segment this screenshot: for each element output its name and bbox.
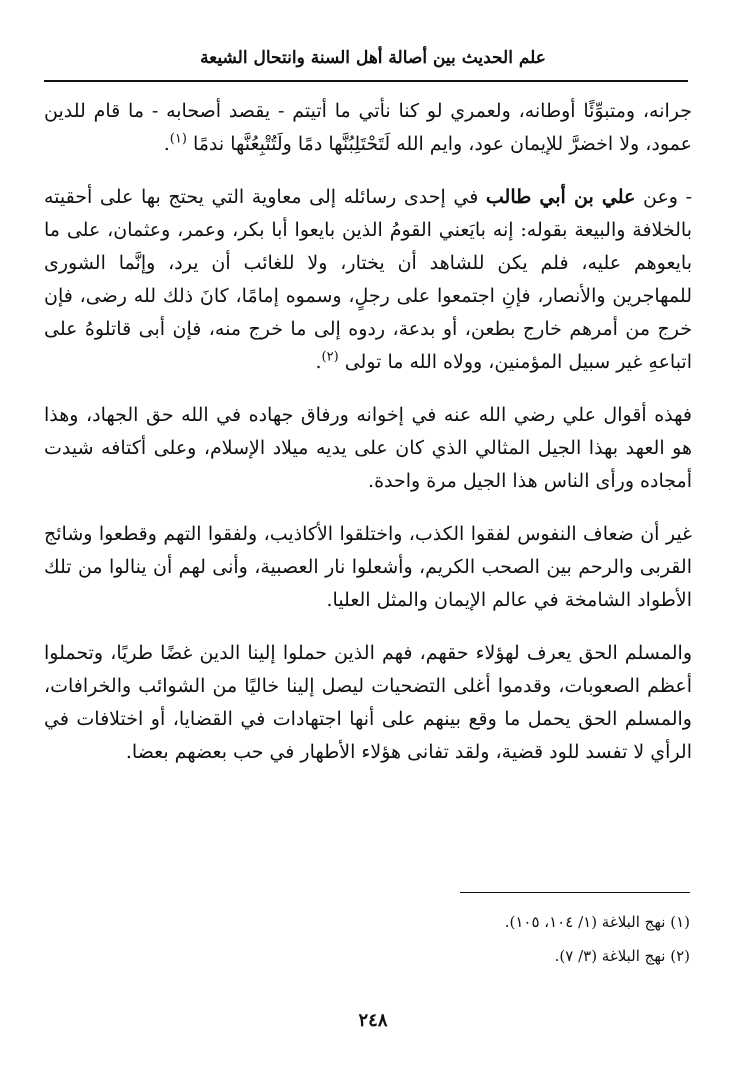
- page-number: ٢٤٨: [358, 1010, 388, 1031]
- footnote-2: (٢) نهج البلاغة (٣/ ٧).: [554, 947, 690, 965]
- paragraph-1: جرانه، ومتبوِّئًا أوطانه، ولعمري لو كنا نأتي ما أتيتم - يقصد أصحابه - ما قام للدين عمود، ولا اخضرَّ للإيمان عود، وايم الله لَتَحْتَلِبُنَّها دمًا ولَتُتْبِعُنَّها ندمًا $^{(١)}$.: [44, 100, 692, 155]
- paragraph-2: - وعن علي بن أبي طالب في إحدى رسائله إلى معاوية التي يحتج بها على أحقيته بالخلافة والبيعة بقوله: إنه بايَعني القومُ الذين بايعوا أبا بكر، وعمر، وعثمان، على ما بايعوهم عليه، فلم يكن للشاهد أن يختار، ولا للغائب أن يرد، وإنَّما الشورى للمهاجرين والأنصار، فإنِ اجتمعوا على رجلٍ، وسموه إمامًا، كانَ ذلك لله رضى، فإن خرج من أمرهم خارج بطعن، أو بدعة، ردوه إلى ما خرج منه، فإن أبى قاتلوهُ على اتباعهِ غير سبيل المؤمنين، وولاه الله ما تولى $^{(٢)}$.: [44, 186, 692, 373]
- footnote-ref-2: (٢): [321, 349, 339, 365]
- paragraph-4: غير أن ضعاف النفوس لفقوا الكذب، واختلقوا الأكاذيب، ولفقوا التهم وقطعوا وشائج القربى والرحم بين الصحب الكريم، وأشعلوا نار العصبية، وأنى لهم أن ينالوا من تلك الأطواد الشامخة في عالم الإيمان والمثل العليا.: [44, 523, 692, 611]
- footnote-divider: [460, 892, 690, 893]
- footnote-ref-1: (١): [169, 131, 187, 147]
- running-header-title: علم الحديث بين أصالة أهل السنة وانتحال الشيعة: [200, 48, 546, 68]
- footnotes: [90, 905, 690, 973]
- body-text: [44, 95, 692, 769]
- paragraph-1-text: جرانه، ومتبوِّئًا أوطانه، ولعمري لو كنا نأتي ما أتيتم - يقصد أصحابه - ما قام للدين عمود، ولا اخضرَّ للإيمان عود، وايم الله لَتَحْتَلِبُنَّها دمًا ولَتُتْبِعُنَّها ندمًا: [44, 100, 692, 155]
- paragraph-3: فهذه أقوال علي رضي الله عنه في إخوانه ورفاق جهاده في الله حق الجهاد، وهذا هو العهد بهذا الجيل المثالي الذي كان على يديه ميلاد الإسلام، وعلى أكتافه شيدت أمجاده ورأى الناس هذا الجيل مرة واحدة.: [44, 404, 692, 492]
- header-divider: [44, 80, 688, 82]
- paragraph-2-name: علي بن أبي طالب: [485, 186, 636, 208]
- paragraph-2-text: في إحدى رسائله إلى معاوية التي يحتج بها على أحقيته بالخلافة والبيعة بقوله: إنه بايَعني القومُ الذين بايعوا أبا بكر، وعمر، وعثمان، على ما بايعوهم عليه، فلم يكن للشاهد أن يختار، ولا للغائب أن يرد، وإنَّما الشورى للمهاجرين والأنصار، فإنِ اجتمعوا على رجلٍ، وسموه إمامًا، كانَ ذلك لله رضى، فإن خرج من أمرهم خارج بطعن، أو بدعة، ردوه إلى ما خرج منه، فإن أبى قاتلوهُ على اتباعهِ غير سبيل المؤمنين، وولاه الله ما تولى: [44, 186, 692, 373]
- paragraph-5: والمسلم الحق يعرف لهؤلاء حقهم، فهم الذين حملوا إلينا الدين غضًا طريًا، وتحملوا أعظم الصعوبات، وقدموا أغلى التضحيات ليصل إلينا خاليًا من الشوائب والخرافات، والمسلم الحق يحمل ما وقع بينهم على أنها اجتهادات في القضايا، أو اختلافات في الرأي لا تفسد للود قضية، ولقد تفانى هؤلاء الأطهار في حب بعضهم بعضا.: [44, 642, 692, 763]
- paragraph-2-dash: - وعن: [635, 186, 692, 208]
- footnote-1: (١) نهج البلاغة (١/ ١٠٤، ١٠٥).: [504, 913, 690, 931]
